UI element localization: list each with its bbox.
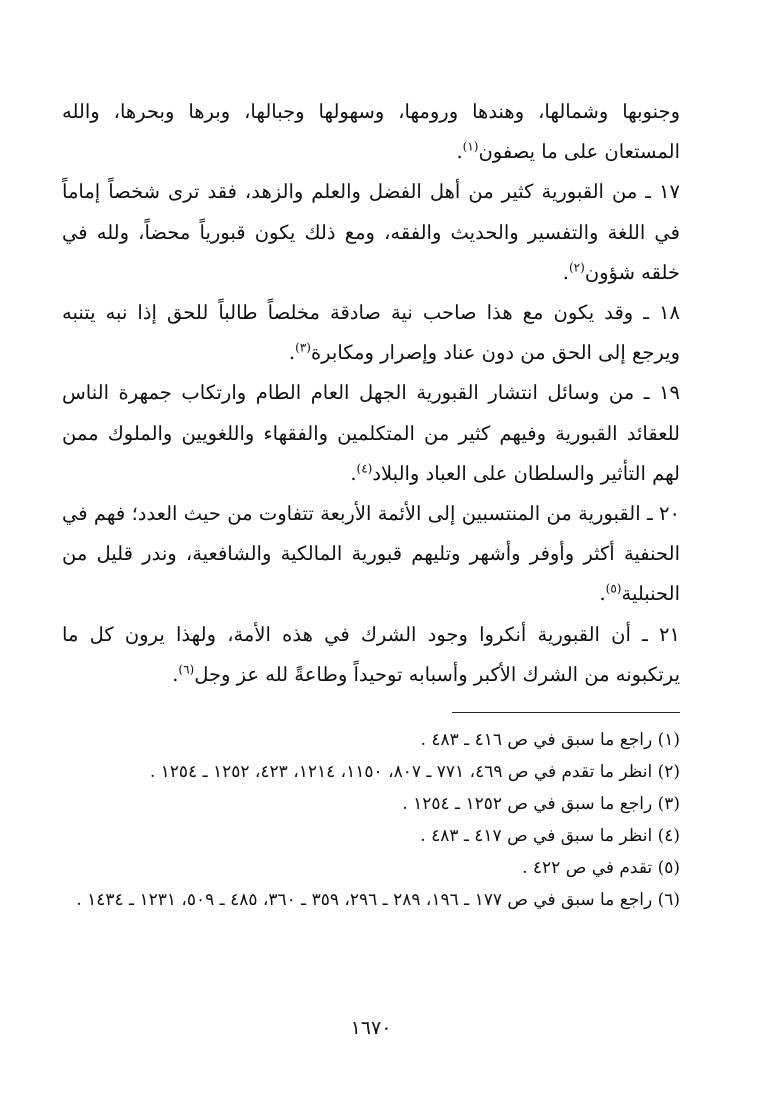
paragraph-end: . (172, 662, 179, 686)
footnote-2: (٢) انظر ما تقدم في ص ٤٦٩، ٧٧١ ـ ٨٠٧، ١١٥٠، ١٢١٤، ٤٢٣، ١٢٥٢ ـ ١٢٥٤ . (149, 762, 680, 782)
page-number: ١٦٧٠ (350, 1017, 392, 1039)
paragraph-text: ١٩ ـ من وسائل انتشار القبورية الجهل العام الطام وارتكاب جمهرة الناس للعقائد القبورية وفيهم كثير من المتكلمين والفقهاء واللغويين والملوك ممن لهم التأثير والسلطان على العباد والبلاد (62, 381, 680, 485)
footnote-1: (١) راجع ما سبق في ص ٤١٦ ـ ٤٨٣ . (420, 730, 680, 750)
footnote-ref: (٣) (295, 340, 311, 355)
footnote-3: (٣) راجع ما سبق في ص ١٢٥٢ ـ ١٢٥٤ . (402, 794, 680, 814)
paragraph-end: . (288, 341, 296, 365)
paragraph-end: . (599, 582, 606, 606)
paragraph-19 (62, 373, 680, 494)
footnote-4: (٤) انظر ما سبق في ص ٤١٧ ـ ٤٨٣ . (420, 826, 680, 846)
main-text (62, 92, 680, 695)
paragraph-text: ٢١ ـ أن القبورية أنكروا وجود الشرك في هذه الأمة، ولهذا يرون كل ما يرتكبونه من الشرك الأكبر وأسبابه توحيداً وطاعةً لله عز وجل (62, 622, 680, 686)
footnotes (62, 724, 680, 916)
paragraph-21 (62, 615, 680, 695)
paragraph-20 (62, 494, 680, 615)
paragraph-text: ١٧ ـ من القبورية كثير من أهل الفضل والعلم والزهد، فقد ترى شخصاً إماماً في اللغة والتفسير والحديث والفقه، ومع ذلك يكون قبورياً محضاً، ولله في خلقه شؤون (62, 180, 680, 284)
book-page (62, 92, 680, 1052)
footnote-5: (٥) تقدم في ص ٤٢٢ . (522, 858, 680, 878)
footnote-ref: (٤) (356, 461, 373, 476)
paragraph-18 (62, 293, 680, 373)
footnote-6: (٦) راجع ما سبق في ص ١٧٧ ـ ١٩٦، ٢٨٩ ـ ٢٩٦، ٣٥٩ ـ ٣٦٠، ٤٨٥ ـ ٥٠٩، ١٢٣١ ـ ١٤٣٤ . (76, 890, 680, 910)
paragraph-continuation (62, 92, 680, 172)
footnote-ref: (٥) (605, 581, 622, 596)
paragraph-end: . (350, 461, 357, 485)
paragraph-end: . (562, 260, 569, 284)
footnote-ref: (٦) (178, 662, 195, 677)
footnote-separator (452, 712, 680, 713)
paragraph-text: ٢٠ ـ القبورية من المنتسبين إلى الأئمة الأربعة تتفاوت من حيث العدد؛ فهم في الحنفية أكثر وأوفر وأشهر وتليهم قبورية المالكية والشافعية، وندر قليل من الحنبلية (62, 502, 680, 606)
paragraph-end: . (456, 140, 463, 164)
paragraph-text: ١٨ ـ وقد يكون مع هذا صاحب نية صادقة مخلصاً طالباً للحق إذا نبه يتنبه ويرجع إلى الحق من دون عناد وإصرار ومكابرة (62, 301, 680, 365)
paragraph-17 (62, 172, 680, 293)
footnote-ref: (١) (462, 139, 479, 154)
footnote-ref: (٢) (568, 260, 585, 275)
paragraph-text: وجنوبها وشمالها، وهندها ورومها، وسهولها وجبالها، وبرها وبحرها، والله المستعان على ما يصفون (62, 100, 680, 164)
